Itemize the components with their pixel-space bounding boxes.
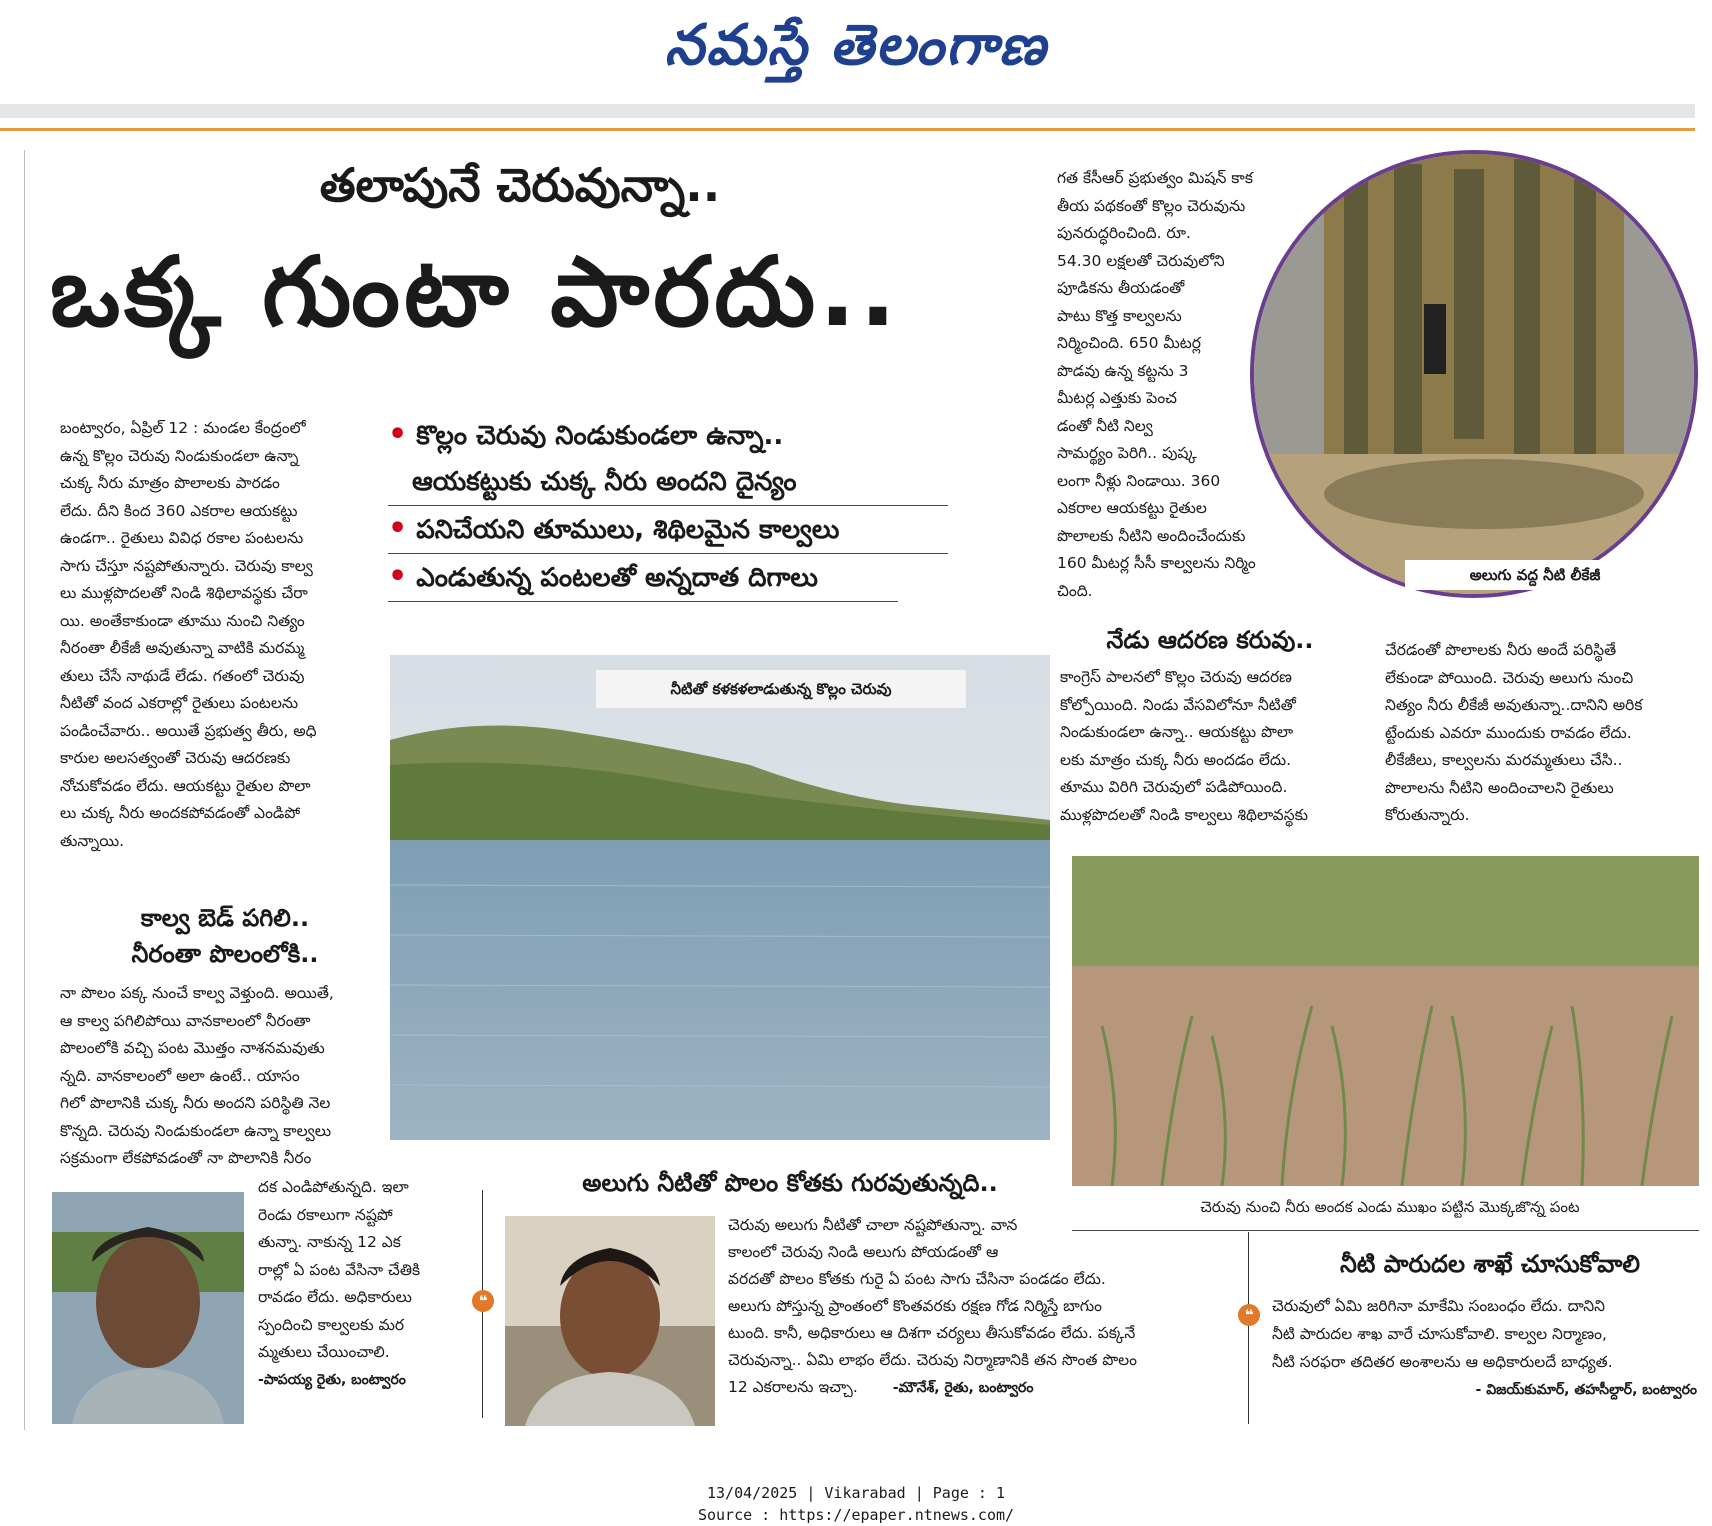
leakage-photo bbox=[1250, 150, 1698, 598]
masthead bbox=[0, 0, 1712, 100]
byline-vijaykumar: - విజయ్‌కుమార్, తహసీల్దార్, బంట్వారం bbox=[1475, 1382, 1697, 1398]
lead-line: యి. అంతేకాకుండా తూము నుంచి నిత్యం bbox=[60, 611, 305, 630]
body-line: కోరుతున్నారు. bbox=[1385, 806, 1470, 824]
bullet-text: కొల్లం చెరువు నిండుకుండలా ఉన్నా.. bbox=[416, 421, 784, 451]
headline: ఒక్క గుంటా పారదు.. bbox=[50, 236, 901, 348]
body-line: పొడవు ఉన్న కట్టను 3 bbox=[1057, 361, 1189, 380]
body-line: మీటర్ల ఎత్తుకు పెంచ bbox=[1057, 389, 1177, 407]
kicker: తలాపునే చెరువున్నా.. bbox=[319, 158, 721, 212]
body-line: చెరువులో ఏమి జరిగినా మాకేమి సంబంధం లేదు. దానిని bbox=[1272, 1297, 1606, 1315]
footer-date: 13/04/2025 | Vikarabad | Page : 1 bbox=[706, 1484, 1005, 1502]
maize-crop-image bbox=[1072, 856, 1699, 1186]
body-line: కొన్నది. చెరువు నిండుకుండలా ఉన్నా కాల్వలు bbox=[60, 1121, 332, 1140]
lead-line: చుక్క నీరు మాత్రం పొలాలకు పారడం bbox=[60, 474, 280, 492]
body-line: పునరుద్ధరించింది. రూ. bbox=[1057, 224, 1191, 242]
lead-line: నోచుకోవడం లేదు. ఆయకట్టు రైతుల పొలా bbox=[60, 776, 311, 795]
body-line: లకు మాత్రం చుక్క నీరు అందడం లేదు. bbox=[1060, 750, 1292, 769]
body-line: పూడికను తీయడంతో bbox=[1057, 279, 1185, 297]
subhead-line: నీరంతా పొలంలోకి.. bbox=[131, 940, 319, 968]
lead-line: నీరంతా లీకేజీ అవుతున్నా వాటికి మరమ్మ bbox=[60, 639, 305, 657]
section-erosion-body-top bbox=[728, 1212, 1058, 1266]
bullet-dot-icon: • bbox=[388, 559, 408, 594]
masthead-divider bbox=[0, 104, 1695, 118]
body-line: టుంది. కానీ, అధికారులు ఆ దిశగా చర్యలు తీసుకోవడం లేదు. పక్కనే bbox=[728, 1324, 1136, 1342]
body-line: రావడం లేదు. అధికారులు bbox=[258, 1288, 412, 1306]
body-line: 160 మీటర్ల సీసీ కాల్వలను నిర్మిం bbox=[1057, 554, 1256, 572]
lead-line: ఉండగా.. రైతులు వివిధ రకాల పంటలను bbox=[60, 529, 304, 547]
byline-mounesh: -మౌనేశ్, రైతు, బంట్వారం bbox=[892, 1380, 1034, 1396]
body-line: డంతో నీటి నిల్వ bbox=[1057, 416, 1153, 435]
body-line: మ్మతులు చేయించాలి. bbox=[258, 1343, 390, 1361]
bullet-item-continued bbox=[388, 459, 948, 505]
body-line: గత కేసీఆర్ ప్రభుత్వం మిషన్ కాక bbox=[1057, 169, 1253, 187]
column-divider bbox=[1248, 1232, 1249, 1424]
lead-line: బంట్వారం, ఏప్రిల్ 12 : మండల కేంద్రంలో bbox=[60, 419, 306, 437]
section-canal-body-narrow bbox=[258, 1174, 458, 1394]
body-line: ఎకరాల ఆయకట్టు రైతుల bbox=[1057, 499, 1207, 517]
lead-line: సాగు చేస్తూ నష్టపోతున్నారు. చెరువు కాల్వ bbox=[60, 556, 313, 575]
caption-rule bbox=[1072, 1230, 1699, 1231]
body-line: నిర్మించింది. 650 మీటర్ల bbox=[1057, 334, 1201, 352]
section-irrigation-body bbox=[1272, 1292, 1697, 1404]
body-line: లంగా నీళ్లు నిండాయి. 360 bbox=[1057, 471, 1221, 490]
body-last-line bbox=[728, 1374, 1228, 1402]
lead-line: లేదు. దీని కింద 360 ఎకరాల ఆయకట్టు bbox=[60, 501, 298, 520]
lead-line: తులు చేసే నాథుడే లేడు. గతంలో చెరువు bbox=[60, 666, 305, 685]
quote-icon: ❝ bbox=[472, 1290, 494, 1312]
lead-line: నీటితో వంద ఎకరాల్లో రైతులు పంటలను bbox=[60, 694, 299, 712]
body-line: చెరువు అలుగు నీటితో చాలా నష్టపోతున్నా. వాన bbox=[728, 1216, 1018, 1234]
body-line: లేకుండా పోయింది. చెరువు అలుగు నుంచి bbox=[1385, 668, 1634, 687]
body-line: నా పొలం పక్క నుంచే కాల్వ వెళ్తుంది. అయితే, bbox=[60, 984, 334, 1002]
lead-paragraph bbox=[60, 415, 390, 855]
body-line: 12 ఎకరాలను ఇచ్చా. bbox=[728, 1378, 858, 1396]
bullet-item bbox=[388, 506, 948, 553]
body-line: లీకేజీలు, కాల్వలను మరమ్మతులు చేసి.. bbox=[1385, 751, 1623, 769]
body-line: కోల్పోయింది. నిండు వేసవిలోనూ నీటితో bbox=[1060, 695, 1296, 714]
footer-source: Source : https://epaper.ntnews.com/ bbox=[697, 1506, 1015, 1524]
lake-photo bbox=[390, 655, 1050, 1140]
leakage-photo-image bbox=[1254, 154, 1694, 594]
body-line: 54.30 లక్షలతో చెరువులోని bbox=[1057, 251, 1225, 270]
body-line: సామర్థ్యం పెరిగి.. పుష్క bbox=[1057, 444, 1197, 462]
section-canal-title bbox=[60, 900, 390, 972]
farmer-papayya-photo bbox=[52, 1192, 244, 1424]
lead-line: తున్నాయి. bbox=[60, 831, 125, 850]
body-line: పొలాలకు నీటిని అందించేందుకు bbox=[1057, 526, 1246, 545]
section-canal-body bbox=[60, 980, 410, 1173]
bullet-dot-icon: • bbox=[388, 511, 408, 546]
lead-line: ఉన్న కొల్లం చెరువు నిండుకుండలా ఉన్నా bbox=[60, 446, 299, 465]
body-line: దక ఎండిపోతున్నది. ఇలా bbox=[258, 1178, 409, 1196]
lead-line: కారుల అలసత్వంతో చెరువు ఆదరణకు bbox=[60, 749, 291, 767]
bullet-text: ఆయకట్టుకు చుక్క నీరు అందని దైన్యం bbox=[412, 467, 797, 497]
body-line: గిలో పొలానికి చుక్క నీరు అందని పరిస్థితి నెల bbox=[60, 1094, 331, 1112]
body-line: ఆ కాల్వ పగిలిపోయి వానకాలంలో నీరంతా bbox=[60, 1011, 311, 1030]
body-line: చెరువున్నా.. ఏమి లాభం లేదు. చెరువు నిర్మాణానికి తన సొంత పొలం bbox=[728, 1351, 1137, 1369]
body-line: ముళ్లపొదలతో నిండి కాల్వలు శిథిలావస్థకు bbox=[1060, 805, 1309, 824]
body-line: పొలాలను నీటిని అందించాలని రైతులు bbox=[1385, 778, 1614, 797]
section-irrigation-title: నీటి పారుదల శాఖే చూసుకోవాలి bbox=[1340, 1250, 1640, 1278]
lake-photo-image bbox=[390, 655, 1050, 1140]
body-line: పొలంలోకి వచ్చి పంట మొత్తం నాశనమవుతు bbox=[60, 1039, 325, 1057]
body-line: సక్రమంగా లేకపోవడంతో నా పొలానికి నీరం bbox=[60, 1149, 312, 1167]
leakage-photo-caption: అలుగు వద్ద నీటి లీకేజీ bbox=[1405, 560, 1665, 590]
bullet-text: ఎండుతున్న పంటలతో అన్నదాత దిగాలు bbox=[416, 563, 818, 593]
body-line: నిత్యం నీరు లీకేజీ అవుతున్నా..దానిని అరిక bbox=[1385, 696, 1643, 714]
bullet-dot-icon: • bbox=[388, 417, 408, 452]
body-line: తున్నా. నాకున్న 12 ఎక bbox=[258, 1233, 401, 1251]
body-line: అలుగు పోస్తున్న ప్రాంతంలో కొంతవరకు రక్షణ గోడ నిర్మిస్తే బాగుం bbox=[728, 1297, 1103, 1315]
body-line: కాంగ్రెస్ పాలనలో కొల్లం చెరువు ఆదరణ bbox=[1060, 668, 1292, 686]
lead-line: లు ముళ్లపొదలతో నిండి శిథిలావస్థకు చేరా bbox=[60, 584, 308, 602]
body-line: న్నది. వానకాలంలో అలా ఉంటే.. యాసం bbox=[60, 1066, 300, 1085]
body-line: ట్టేందుకు ఎవరూ ముందుకు రావడం లేదు. bbox=[1385, 723, 1632, 742]
body-line: రెండు రకాలుగా నష్టపో bbox=[258, 1205, 393, 1224]
bullet-item bbox=[388, 554, 948, 601]
body-line: చేరడంతో పొలాలకు నీరు అందే పరిస్థితే bbox=[1385, 641, 1617, 659]
maize-crop-caption: చెరువు నుంచి నీరు అందక ఎండు ముఖం పట్టిన మొక్కజొన్న పంట bbox=[1200, 1198, 1580, 1216]
body-line: స్పందించి కాల్వలకు మర bbox=[258, 1315, 405, 1334]
body-line: తీయ పథకంతో కొల్లం చెరువును bbox=[1057, 196, 1246, 215]
maize-crop-photo bbox=[1072, 856, 1699, 1186]
newspaper-title: నమస్తే తెలంగాణ bbox=[664, 12, 1048, 78]
farmer-mounesh-photo bbox=[505, 1216, 715, 1426]
quote-icon: ❝ bbox=[1238, 1304, 1260, 1326]
section-neglect-col2 bbox=[1385, 637, 1700, 830]
lake-photo-caption: నీటితో కళకళలాడుతున్న కొల్లం చెరువు bbox=[596, 670, 966, 708]
body-line: నిండుకుండలా ఉన్నా.. ఆయకట్టు పొలా bbox=[1060, 723, 1294, 741]
lead-line: పండించేవారు.. అయితే ప్రభుత్వ తీరు, అధి bbox=[60, 721, 317, 740]
subhead-line: కాల్వ బెడ్ పగిలి.. bbox=[140, 904, 310, 932]
body-line: తూము విరిగి చెరువులో పడిపోయింది. bbox=[1060, 778, 1288, 796]
farmer-portrait bbox=[52, 1192, 244, 1424]
left-margin-line bbox=[24, 150, 25, 1430]
section-erosion-title: అలుగు నీటితో పొలం కోతకు గురవుతున్నది.. bbox=[582, 1169, 998, 1197]
bullet-item bbox=[388, 412, 948, 459]
bullet-divider bbox=[388, 601, 898, 602]
body-line: నీటి పారుదల శాఖ వారే చూసుకోవాలి. కాల్వల నిర్మాణం, bbox=[1272, 1325, 1607, 1343]
body-line: రాల్లో ఏ పంట వేసినా చేతికి bbox=[258, 1260, 421, 1279]
body-line: కాలంలో చెరువు నిండి అలుగు పోయడంతో ఆ bbox=[728, 1243, 999, 1261]
body-line: వరదతో పొలం కోతకు గురై ఏ పంట సాగు చేసినా పండడం లేదు. bbox=[728, 1270, 1106, 1288]
farmer-portrait bbox=[505, 1216, 715, 1426]
section-neglect-col1 bbox=[1060, 664, 1390, 829]
body-line: చింది. bbox=[1057, 581, 1093, 600]
section-erosion-body bbox=[728, 1266, 1228, 1402]
lead-line: లు చుక్క నీరు అందకపోవడంతో ఎండిపో bbox=[60, 804, 301, 822]
bullet-list bbox=[388, 412, 948, 602]
byline-papayya: -పాపయ్య రైతు, బంట్వారం bbox=[258, 1371, 406, 1388]
bullet-text: పనిచేయని తూములు, శిథిలమైన కాల్వలు bbox=[416, 515, 840, 545]
section-neglect-title: నేడు ఆదరణ కరువు.. bbox=[1106, 626, 1314, 654]
accent-rule bbox=[0, 128, 1695, 131]
body-line: నీటి సరఫరా తదితర అంశాలను ఆ అధికారులదే బాధ్యత. bbox=[1272, 1353, 1613, 1371]
body-line: పాటు కొత్త కాల్వలను bbox=[1057, 306, 1182, 325]
